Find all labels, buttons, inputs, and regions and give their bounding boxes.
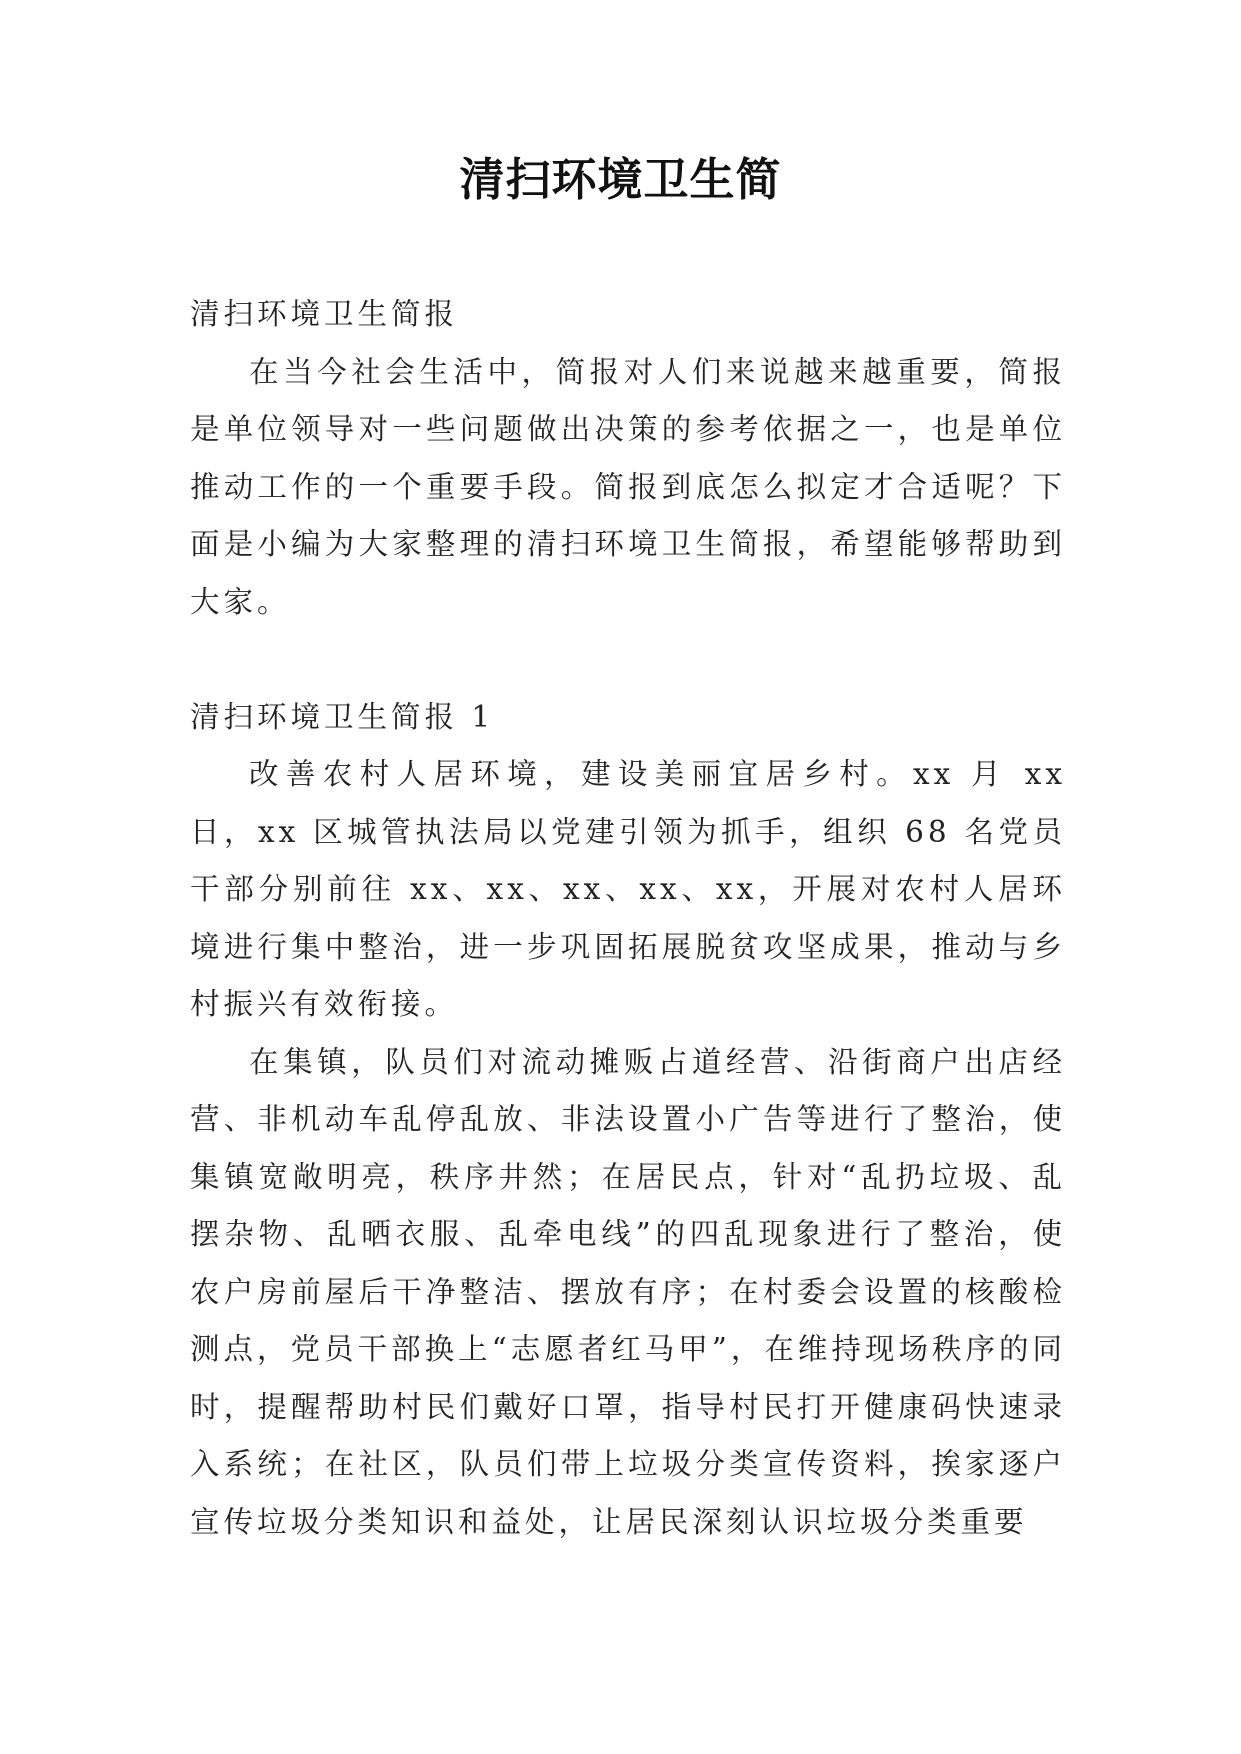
intro-paragraph: 在当今社会生活中，简报对人们来说越来越重要，简报是单位领导对一些问题做出决策的参考依据之一，也是单位推动工作的一个重要手段。简报到底怎么拟定才合适呢？下面是小编为大家整理的清扫环境卫生简报，希望能够帮助到大家。 (190, 354, 1066, 619)
document-body (190, 286, 1066, 1551)
section-spacer (190, 631, 1066, 689)
section1-paragraph-1: 改善农村人居环境，建设美丽宜居乡村。xx 月 xx 日，xx 区城管执法局以党建引领为抓手，组织 68 名党员干部分别前往 xx、xx、xx、xx、xx，开展对农村人居环境进行集中整治，进一步巩固拓展脱贫攻坚成果，推动与乡村振兴有效衔接。 (190, 757, 1066, 1021)
section1-heading: 清扫环境卫生简报 1 (190, 699, 495, 734)
intro-heading: 清扫环境卫生简报 (190, 297, 459, 331)
section1-paragraph-2: 在集镇，队员们对流动摊贩占道经营、沿街商户出店经营、非机动车乱停乱放、非法设置小广告等进行了整治，使集镇宽敞明亮，秩序井然；在居民点，针对“乱扔垃圾、乱摆杂物、乱晒衣服、乱牵电线”的四乱现象进行了整治，使农户房前屋后干净整洁、摆放有序；在村委会设置的核酸检测点，党员干部换上“志愿者红马甲”，在维持现场秩序的同时，提醒帮助村民们戴好口罩，指导村民打开健康码快速录入系统；在社区，队员们带上垃圾分类宣传资料，挨家逐户宣传垃圾分类知识和益处，让居民深刻认识垃圾分类重要 (190, 1044, 1066, 1539)
document-title: 清扫环境卫生简 (459, 153, 782, 206)
